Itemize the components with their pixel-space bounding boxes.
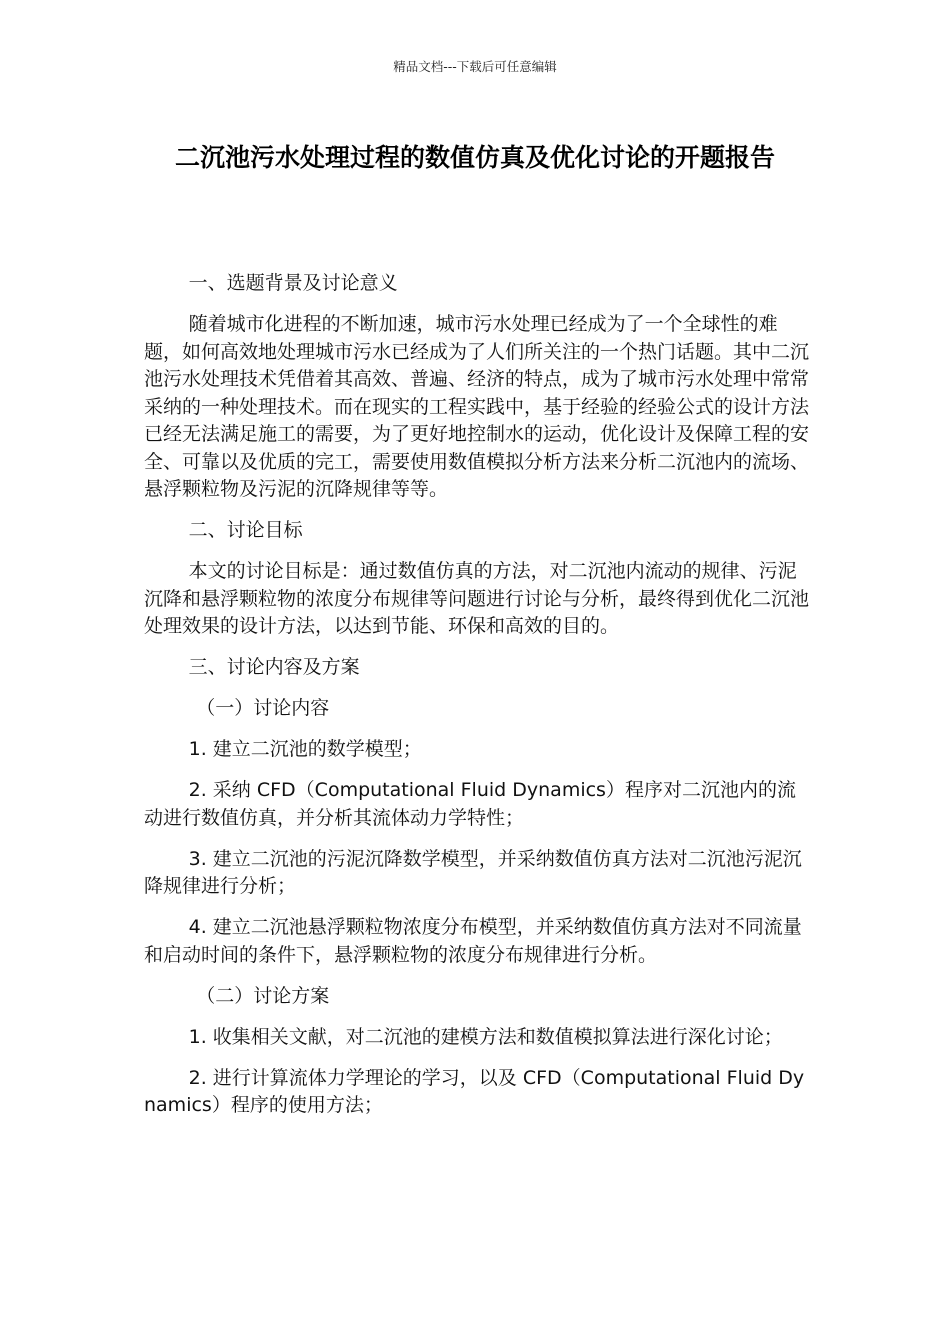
document-body (144, 270, 809, 1133)
paragraph-objective: 本文的讨论目标是：通过数值仿真的方法，对二沉池内流动的规律、污泥沉降和悬浮颗粒物的浓度分布规律等问题进行讨论与分析，最终得到优化二沉池处理效果的设计方法，以达到节能、环保和高效的目的。 (144, 560, 810, 637)
subsection-heading-plan: （二）讨论方案 (196, 984, 330, 1007)
paragraph-background: 随着城市化进程的不断加速，城市污水处理已经成为了一个全球性的难题，如何高效地处理城市污水已经成为了人们所关注的一个热门话题。其中二沉池污水处理技术凭借着其高效、普遍、经济的特点，成为了城市污水处理中常常采纳的一种处理技术。而在现实的工程实践中，基于经验的经验公式的设计方法已经无法满足施工的需要，为了更好地控制水的运动，优化设计及保障工程的安全、可靠以及优质的完工，需要使用数值模拟分析方法来分析二沉池内的流场、悬浮颗粒物及污泥的沉降规律等等。 (144, 313, 810, 500)
list-item: 1. 收集相关文献，对二沉池的建模方法和数值模拟算法进行深化讨论； (188, 1025, 783, 1048)
list-item: 1. 建立二沉池的数学模型； (188, 738, 422, 760)
section-heading-objective: 二、讨论目标 (188, 519, 303, 541)
list-item: 4. 建立二沉池悬浮颗粒物浓度分布模型，并采纳数值仿真方法对不同流量和启动时间的条件下，悬浮颗粒物的浓度分布规律进行分析。 (144, 916, 802, 966)
section-heading-background: 一、选题背景及讨论意义 (188, 272, 398, 294)
list-item: 3. 建立二沉池的污泥沉降数学模型，并采纳数值仿真方法对二沉池污泥沉降规律进行分析； (144, 847, 802, 897)
header-note: 精品文档---下载后可任意编辑 (393, 59, 557, 74)
list-item: 2. 进行计算流体力学理论的学习，以及 CFD（Computational Fluid Dynamics）程序的使用方法； (144, 1066, 805, 1116)
subsection-heading-content: （一）讨论内容 (196, 697, 330, 719)
section-heading-content-plan: 三、讨论内容及方案 (188, 656, 360, 678)
document-title: 二沉池污水处理过程的数值仿真及优化讨论的开题报告 (174, 143, 775, 172)
list-item: 2. 采纳 CFD（Computational Fluid Dynamics）程序对二沉池内的流动进行数值仿真，并分析其流体动力学特性； (144, 779, 796, 829)
